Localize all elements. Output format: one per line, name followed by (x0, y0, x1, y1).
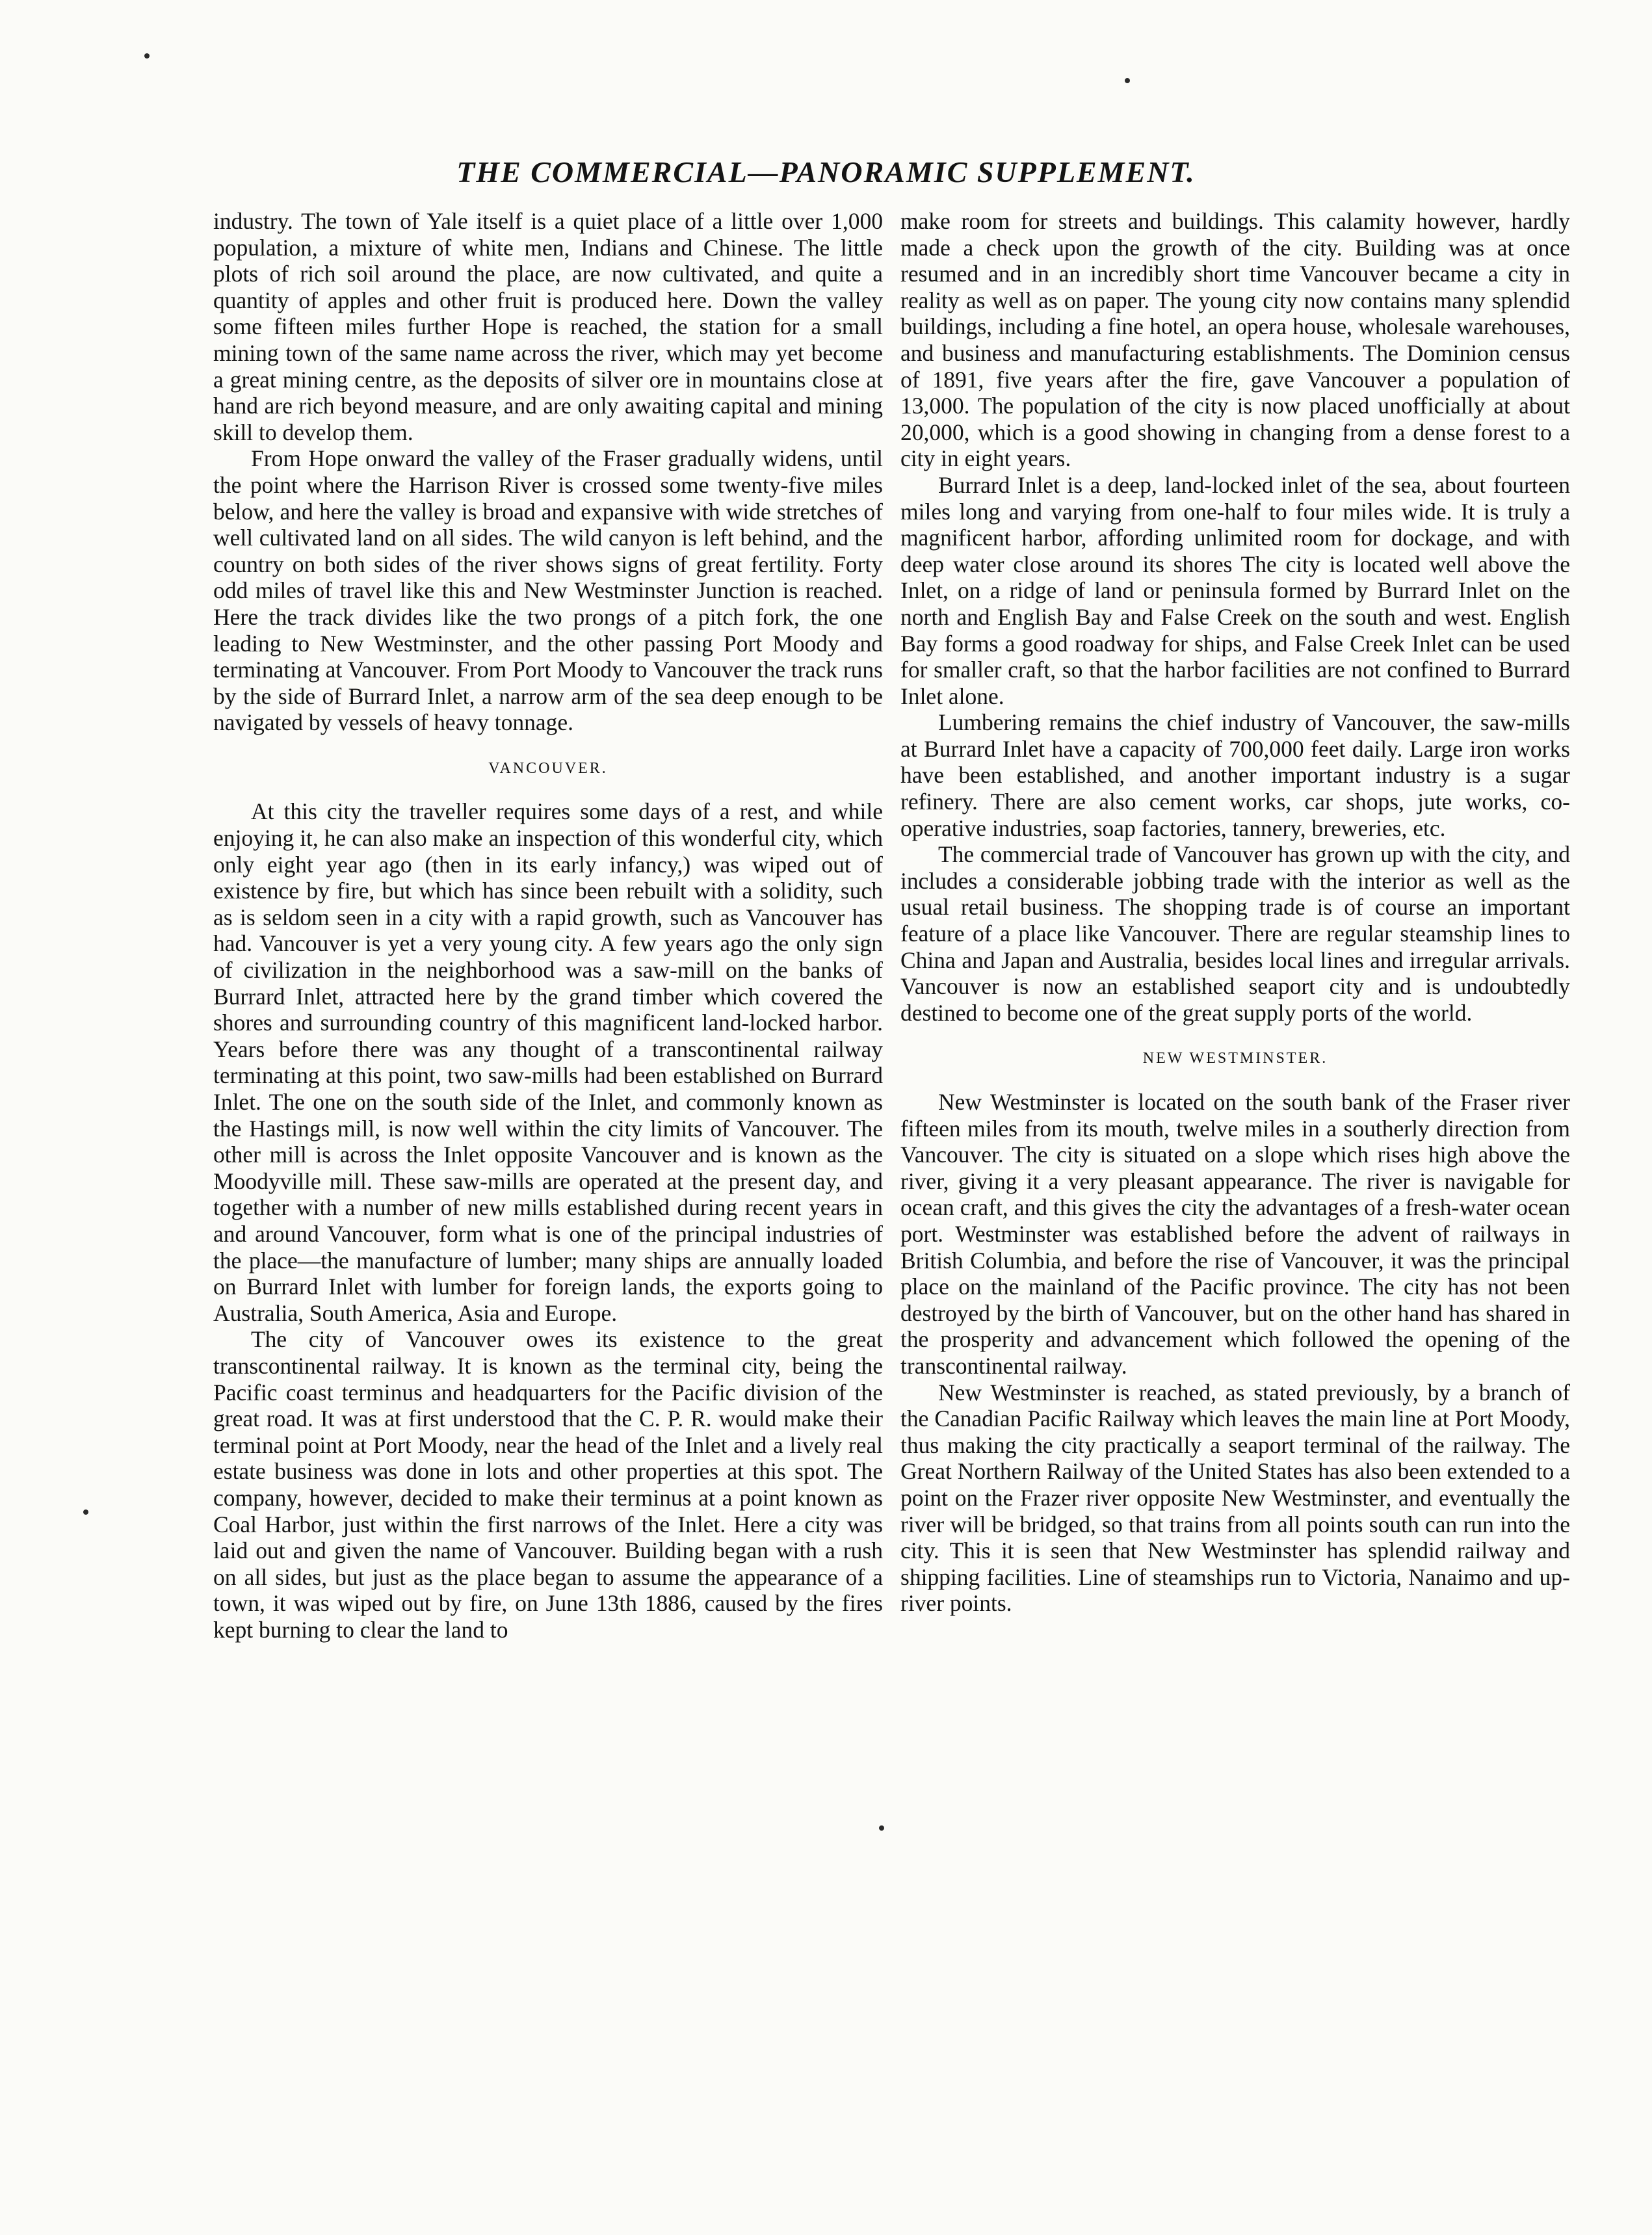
paragraph: New Westminster is reached, as stated previously, by a branch of the Canadian Pacific Railway which leaves the main line at Port Moody, thus making the city practically a seaport terminal of the railway. The Great Northern Railway of the United States has also been extended to a point on the Frazer river opposite New Westminster, and eventually the river will be bridged, so that trains from all points south can run into the city. This it is seen that New Westminster has splendid railway and shipping facilities. Line of steamships run to Victoria, Nanaimo and up-river points. (900, 1379, 1570, 1617)
section-heading-vancouver: VANCOUVER. (488, 759, 608, 777)
paragraph: New Westminster is located on the south bank of the Fraser river fifteen miles from its mouth, twelve miles in a southerly direction from Vancouver. The city is situated on a slope which rises high above the river, giving it a very pleasant appearance. The river is navigable for ocean craft, and this gives the city the advantages of a fresh-water ocean port. Westminster was established before the advent of railways in British Columbia, and before the rise of Vancouver, it was the principal place on the mainland of the Pacific province. The city has not been destroyed by the birth of Vancouver, but on the other hand has shared in the prosperity and advancement which followed the opening of the transcontinental railway. (900, 1089, 1570, 1379)
paragraph: Burrard Inlet is a deep, land-locked inlet of the sea, about fourteen miles long and varying from one-half to four miles wide. It is truly a magnificent harbor, affording unlimited room for dockage, and with deep water close around its shores The city is located well above the Inlet, on a ridge of land or peninsula formed by Burrard Inlet on the north and English Bay and False Creek on the south and west. English Bay forms a good roadway for ships, and False Creek Inlet can be used for smaller craft, so that the harbor facilities are not confined to Burrard Inlet alone. (900, 471, 1570, 709)
ink-speck (1125, 78, 1130, 83)
right-column (900, 208, 1570, 1617)
paragraph: The commercial trade of Vancouver has grown up with the city, and includes a considerable jobbing trade with the interior as well as the usual retail business. The shopping trade is of course an important feature of a place like Vancouver. There are regular steamship lines to China and Japan and Australia, besides local lines and irregular arrivals. Vancouver is now an established seaport city and is undoubtedly destined to become one of the great supply ports of the world. (900, 841, 1570, 1026)
paragraph: At this city the traveller requires some days of a rest, and while enjoying it, he can also make an inspection of this wonderful city, which only eight year ago (then in its early infancy,) was wiped out of existence by fire, but which has since been rebuilt with a solidity, such as is seldom seen in a city with a rapid growth, such as Vancouver has had. Vancouver is yet a very young city. A few years ago the only sign of civilization in the neighborhood was a saw-mill on the banks of Burrard Inlet, attracted here by the grand timber which covered the shores and surrounding country of this magnificent land-locked harbor. Years before there was any thought of a transcontinental railway terminating at this point, two saw-mills had been established on Burrard Inlet. The one on the south side of the Inlet, and commonly known as the Hastings mill, is now well within the city limits of Vancouver. The other mill is across the Inlet opposite Vancouver and is known as the Moodyville mill. These saw-mills are operated at the present day, and together with a number of new mills established during recent years in and around Vancouver, form what is one of the principal industries of the place—the manufacture of lumber; many ships are annually loaded on Burrard Inlet with lumber for foreign lands, the exports going to Australia, South America, Asia and Europe. (213, 798, 883, 1326)
page-header-title: THE COMMERCIAL—PANORAMIC SUPPLEMENT. (456, 155, 1196, 189)
left-column (213, 208, 883, 1643)
paragraph: Lumbering remains the chief industry of Vancouver, the saw-mills at Burrard Inlet have a capacity of 700,000 feet daily. Large iron works have been established, and another important industry is a sugar refinery. There are also cement works, car shops, jute works, co-operative industries, soap factories, tannery, breweries, etc. (900, 709, 1570, 841)
paragraph: From Hope onward the valley of the Fraser gradually widens, until the point where the Harrison River is crossed some twenty-five miles below, and here the valley is broad and expansive with wide stretches of well cultivated land on all sides. The wild canyon is left behind, and the country on both sides of the river shows signs of great fertility. Forty odd miles of travel like this and New Westminster Junction is reached. Here the track divides like the two prongs of a pitch fork, the one leading to New Westminster, and the other passing Port Moody and terminating at Vancouver. From Port Moody to Vancouver the track runs by the side of Burrard Inlet, a narrow arm of the sea deep enough to be navigated by vessels of heavy tonnage. (213, 445, 883, 736)
ink-speck (144, 53, 150, 59)
paragraph: make room for streets and buildings. This calamity however, hardly made a check upon the growth of the city. Building was at once resumed and in an incredibly short time Vancouver became a city in reality as well as on paper. The young city now contains many splendid buildings, including a fine hotel, an opera house, wholesale warehouses, and business and manufacturing establishments. The Dominion census of 1891, five years after the fire, gave Vancouver a population of 13,000. The population of the city is now placed unofficially at about 20,000, which is a good showing in changing from a dense forest to a city in eight years. (900, 208, 1570, 472)
paragraph: industry. The town of Yale itself is a quiet place of a little over 1,000 population, a mixture of white men, Indians and Chinese. The little plots of rich soil around the place, are now cultivated, and quite a quantity of apples and other fruit is produced here. Down the valley some fifteen miles further Hope is reached, the station for a small mining town of the same name across the river, which may yet become a great mining centre, as the deposits of silver ore in mountains close at hand are rich beyond measure, and are only awaiting capital and mining skill to develop them. (213, 208, 883, 445)
ink-speck (83, 1510, 88, 1515)
ink-speck (879, 1825, 884, 1831)
paragraph: The city of Vancouver owes its existence to the great transcontinental railway. It is known as the terminal city, being the Pacific coast terminus and headquarters for the Pacific division of the great road. It was at first understood that the C. P. R. would make their terminal point at Port Moody, near the head of the Inlet and a lively real estate business was done in lots and other properties at this spot. The company, however, decided to make their terminus at a point known as Coal Harbor, just within the first narrows of the Inlet. Here a city was laid out and given the name of Vancouver. Building began with a rush on all sides, but just as the place began to assume the appearance of a town, it was wiped out by fire, on June 13th 1886, caused by the fires kept burning to clear the land to (213, 1326, 883, 1643)
section-heading-new-westminster: NEW WESTMINSTER. (1142, 1050, 1328, 1067)
